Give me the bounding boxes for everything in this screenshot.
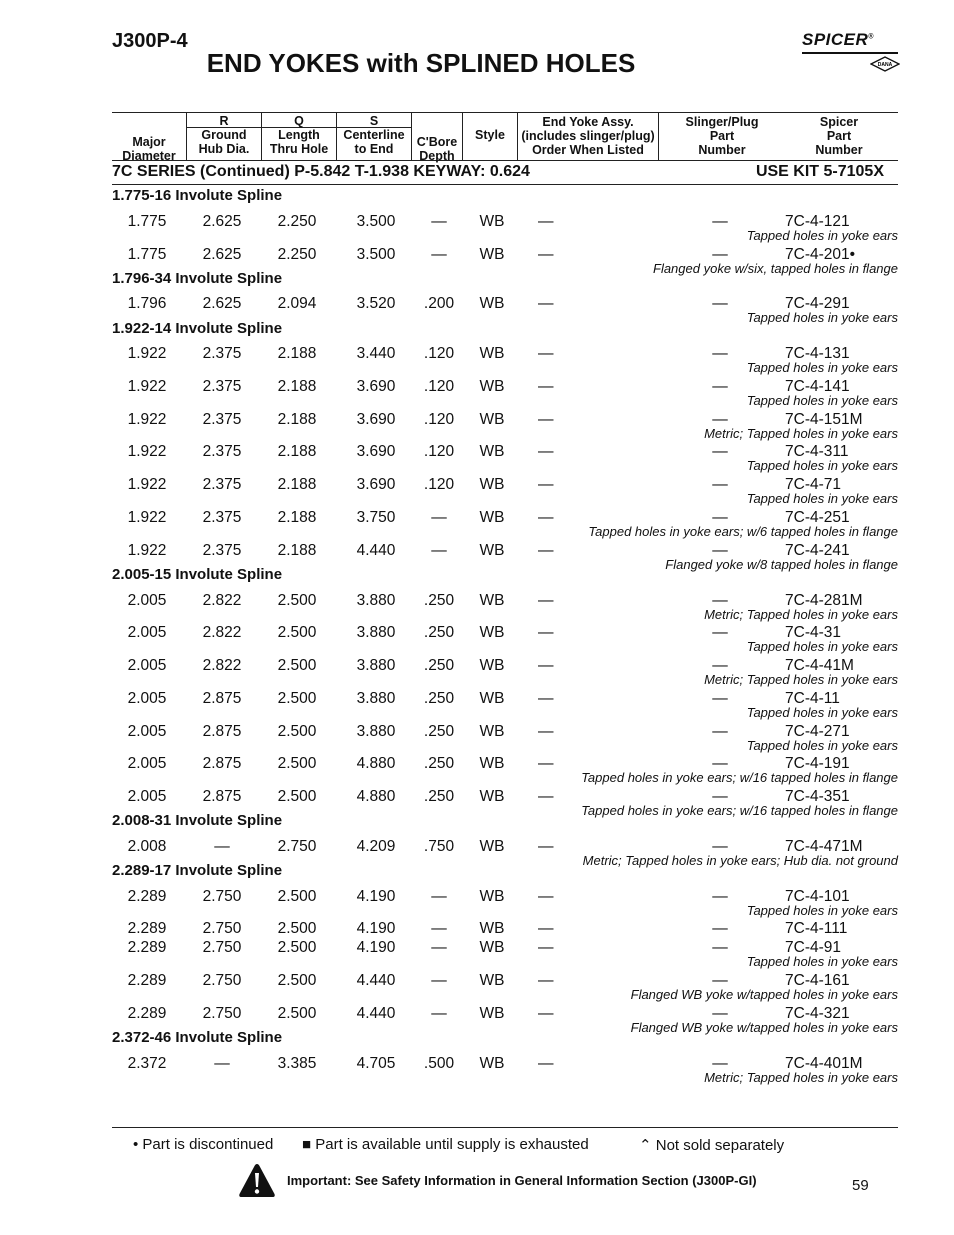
cell-q: 2.500 (277, 920, 317, 937)
cell-q: 2.500 (277, 624, 317, 641)
cell-q: 2.500 (277, 939, 317, 956)
cell-style: WB (479, 542, 505, 559)
cell-q: 2.500 (277, 888, 317, 905)
cell-s: 3.880 (356, 690, 396, 707)
dana-emblem-icon (870, 56, 900, 72)
cell-slinger: — (712, 624, 728, 641)
cell-slinger: — (712, 920, 728, 937)
cell-style: WB (479, 838, 505, 855)
cell-cbore: .120 (423, 345, 455, 362)
cell-r: 2.375 (202, 476, 242, 493)
cell-major: 1.775 (127, 213, 167, 230)
cell-q: 2.500 (277, 755, 317, 772)
col-major: Major Diameter (122, 135, 176, 163)
cell-q: 2.250 (277, 213, 317, 230)
cell-part: 7C-4-111 (785, 920, 848, 937)
cell-cbore: — (431, 1005, 447, 1022)
cell-s: 4.440 (356, 972, 396, 989)
cell-style: WB (479, 476, 505, 493)
cell-s: 3.500 (356, 246, 396, 263)
cell-eya: — (538, 888, 554, 905)
cell-major: 2.289 (127, 939, 167, 956)
cell-slinger: — (712, 411, 728, 428)
cell-cbore: .250 (423, 723, 455, 740)
cell-slinger: — (712, 295, 728, 312)
col-eya: End Yoke Assy. (includes slinger/plug) Order When Listed (521, 115, 655, 157)
cell-cbore: .250 (423, 592, 455, 609)
cell-slinger: — (712, 657, 728, 674)
cell-style: WB (479, 657, 505, 674)
cell-r: — (214, 838, 230, 855)
cell-eya: — (538, 920, 554, 937)
cell-major: 2.005 (127, 755, 167, 772)
cell-major: 1.922 (127, 411, 167, 428)
row-note: Tapped holes in yoke ears; w/6 tapped holes in flange (588, 524, 898, 539)
cell-cbore: .250 (423, 788, 455, 805)
cell-style: WB (479, 972, 505, 989)
cell-slinger: — (712, 345, 728, 362)
cell-q: 2.750 (277, 838, 317, 855)
row-note: Flanged WB yoke w/tapped holes in yoke ears (630, 1020, 898, 1035)
cell-eya: — (538, 1055, 554, 1072)
row-note: Tapped holes in yoke ears (746, 228, 898, 243)
cell-part: 7C-4-281M (785, 592, 863, 609)
cell-r: 2.750 (202, 972, 242, 989)
cell-r: 2.375 (202, 542, 242, 559)
cell-eya: — (538, 542, 554, 559)
cell-cbore: .250 (423, 690, 455, 707)
cell-r: — (214, 1055, 230, 1072)
cell-style: WB (479, 624, 505, 641)
cell-style: WB (479, 295, 505, 312)
row-note: Tapped holes in yoke ears (746, 310, 898, 325)
row-note: Tapped holes in yoke ears (746, 491, 898, 506)
cell-major: 2.005 (127, 657, 167, 674)
cell-style: WB (479, 888, 505, 905)
brand-name: SPICER (802, 30, 869, 49)
kit-label: USE KIT 5-7105X (755, 163, 884, 180)
cell-part: 7C-4-351 (785, 788, 850, 805)
page-title: END YOKES with SPLINED HOLES (206, 48, 636, 78)
page-number: 59 (852, 1177, 869, 1194)
footer-divider (112, 1127, 898, 1128)
section-title: 1.775-16 Involute Spline (112, 187, 283, 204)
cell-major: 2.005 (127, 592, 167, 609)
cell-style: WB (479, 1055, 505, 1072)
section-title: 1.922-14 Involute Spline (112, 320, 283, 337)
cell-r: 2.375 (202, 345, 242, 362)
cell-style: WB (479, 213, 505, 230)
cell-eya: — (538, 939, 554, 956)
cell-style: WB (479, 939, 505, 956)
cell-slinger: — (712, 213, 728, 230)
legend (0, 1136, 954, 1156)
cell-major: 2.005 (127, 788, 167, 805)
cell-major: 2.289 (127, 888, 167, 905)
row-note: Tapped holes in yoke ears (746, 393, 898, 408)
table-row (0, 920, 954, 940)
cell-major: 1.922 (127, 542, 167, 559)
row-note: Tapped holes in yoke ears; w/16 tapped holes in flange (581, 770, 898, 785)
cell-q: 2.188 (277, 443, 317, 460)
cell-r: 2.822 (202, 657, 242, 674)
cell-s: 3.880 (356, 624, 396, 641)
col-q: Q Length Thru Hole (262, 113, 336, 160)
cell-part: 7C-4-101 (785, 888, 850, 905)
cell-part: 7C-4-251 (785, 509, 850, 526)
cell-s: 3.880 (356, 657, 396, 674)
document-id: J300P-4 (112, 30, 188, 52)
cell-eya: — (538, 690, 554, 707)
cell-eya: — (538, 723, 554, 740)
cell-major: 1.922 (127, 476, 167, 493)
cell-style: WB (479, 411, 505, 428)
cell-eya: — (538, 476, 554, 493)
cell-cbore: — (431, 972, 447, 989)
cell-part: 7C-4-41M (785, 657, 854, 674)
cell-eya: — (538, 411, 554, 428)
cell-part: 7C-4-121 (785, 213, 850, 230)
cell-cbore: — (431, 509, 447, 526)
cell-q: 3.385 (277, 1055, 317, 1072)
cell-part: 7C-4-201• (785, 246, 856, 263)
cell-s: 4.190 (356, 888, 396, 905)
cell-q: 2.500 (277, 657, 317, 674)
cell-eya: — (538, 624, 554, 641)
cell-slinger: — (712, 1005, 728, 1022)
cell-major: 2.289 (127, 972, 167, 989)
cell-part: 7C-4-71 (785, 476, 841, 493)
cell-r: 2.625 (202, 246, 242, 263)
cell-eya: — (538, 657, 554, 674)
spicer-logo (802, 30, 902, 76)
cell-slinger: — (712, 939, 728, 956)
cell-slinger: — (712, 246, 728, 263)
cell-cbore: — (431, 888, 447, 905)
cell-slinger: — (712, 542, 728, 559)
cell-slinger: — (712, 592, 728, 609)
cell-eya: — (538, 443, 554, 460)
cell-q: 2.500 (277, 788, 317, 805)
safety-notice: Important: See Safety Information in General Information Section (J300P-GI) (287, 1173, 757, 1188)
brand-mark: ® (868, 33, 874, 41)
cell-r: 2.625 (202, 295, 242, 312)
cell-s: 4.880 (356, 755, 396, 772)
cell-r: 2.750 (202, 1005, 242, 1022)
cell-major: 1.922 (127, 378, 167, 395)
cell-s: 3.690 (356, 411, 396, 428)
cell-style: WB (479, 1005, 505, 1022)
cell-cbore: .500 (423, 1055, 455, 1072)
section-title: 2.008-31 Involute Spline (112, 812, 283, 829)
cell-major: 1.922 (127, 345, 167, 362)
cell-s: 3.440 (356, 345, 396, 362)
cell-style: WB (479, 690, 505, 707)
cell-s: 4.440 (356, 1005, 396, 1022)
row-note: Tapped holes in yoke ears (746, 639, 898, 654)
cell-major: 1.922 (127, 509, 167, 526)
cell-r: 2.375 (202, 378, 242, 395)
cell-style: WB (479, 755, 505, 772)
cell-part: 7C-4-311 (785, 443, 849, 460)
cell-eya: — (538, 788, 554, 805)
cell-part: 7C-4-271 (785, 723, 850, 740)
cell-cbore: — (431, 920, 447, 937)
row-note: Metric; Tapped holes in yoke ears (704, 672, 898, 687)
cell-major: 1.796 (127, 295, 167, 312)
cell-slinger: — (712, 509, 728, 526)
row-note: Flanged WB yoke w/tapped holes in yoke ears (630, 987, 898, 1002)
warning-icon (238, 1163, 276, 1199)
row-note: Tapped holes in yoke ears (746, 458, 898, 473)
cell-q: 2.500 (277, 723, 317, 740)
cell-q: 2.188 (277, 509, 317, 526)
col-cbore: C'Bore Depth (416, 135, 458, 163)
cell-s: 4.880 (356, 788, 396, 805)
cell-part: 7C-4-151M (785, 411, 863, 428)
cell-slinger: — (712, 378, 728, 395)
cell-r: 2.875 (202, 788, 242, 805)
cell-style: WB (479, 723, 505, 740)
cell-style: WB (479, 378, 505, 395)
cell-cbore: — (431, 939, 447, 956)
cell-part: 7C-4-141 (785, 378, 850, 395)
legend-supply: ■ Part is available until supply is exhausted (302, 1136, 589, 1153)
cell-eya: — (538, 345, 554, 362)
cell-r: 2.625 (202, 213, 242, 230)
row-note: Flanged yoke w/six, tapped holes in flange (653, 261, 898, 276)
table-header (112, 112, 898, 161)
cell-cbore: .250 (423, 657, 455, 674)
series-label: 7C SERIES (Continued) P-5.842 T-1.938 KEYWAY: 0.624 (112, 163, 530, 180)
col-s: S Centerline to End (337, 113, 411, 160)
cell-cbore: .120 (423, 411, 455, 428)
cell-q: 2.094 (277, 295, 317, 312)
section-title: 1.796-34 Involute Spline (112, 270, 283, 287)
cell-eya: — (538, 755, 554, 772)
cell-slinger: — (712, 1055, 728, 1072)
cell-r: 2.750 (202, 939, 242, 956)
cell-part: 7C-4-401M (785, 1055, 863, 1072)
series-bar (112, 161, 898, 185)
cell-slinger: — (712, 755, 728, 772)
cell-q: 2.500 (277, 592, 317, 609)
cell-r: 2.750 (202, 920, 242, 937)
cell-cbore: — (431, 213, 447, 230)
row-note: Tapped holes in yoke ears (746, 903, 898, 918)
cell-part: 7C-4-11 (785, 690, 840, 707)
cell-r: 2.375 (202, 411, 242, 428)
cell-r: 2.875 (202, 755, 242, 772)
col-style: Style (475, 128, 505, 142)
cell-r: 2.822 (202, 592, 242, 609)
cell-major: 2.005 (127, 690, 167, 707)
row-note: Tapped holes in yoke ears; w/16 tapped holes in flange (581, 803, 898, 818)
cell-q: 2.188 (277, 378, 317, 395)
cell-s: 3.750 (356, 509, 396, 526)
cell-cbore: .250 (423, 624, 455, 641)
cell-style: WB (479, 920, 505, 937)
section-title: 2.372-46 Involute Spline (112, 1029, 283, 1046)
cell-cbore: .120 (423, 476, 455, 493)
cell-slinger: — (712, 443, 728, 460)
cell-part: 7C-4-91 (785, 939, 841, 956)
row-note: Metric; Tapped holes in yoke ears (704, 426, 898, 441)
cell-cbore: .750 (423, 838, 455, 855)
cell-major: 1.922 (127, 443, 167, 460)
col-slinger: Slinger/Plug Part Number (685, 115, 759, 157)
cell-cbore: — (431, 542, 447, 559)
col-spicer: Spicer Part Number (815, 115, 863, 157)
cell-major: 2.005 (127, 624, 167, 641)
cell-style: WB (479, 592, 505, 609)
cell-q: 2.188 (277, 542, 317, 559)
row-note: Metric; Tapped holes in yoke ears; Hub dia. not ground (582, 853, 898, 868)
cell-slinger: — (712, 972, 728, 989)
cell-r: 2.875 (202, 723, 242, 740)
row-note: Tapped holes in yoke ears (746, 738, 898, 753)
cell-cbore: .120 (423, 443, 455, 460)
cell-q: 2.188 (277, 345, 317, 362)
cell-s: 3.690 (356, 378, 396, 395)
row-note: Metric; Tapped holes in yoke ears (704, 1070, 898, 1085)
cell-major: 2.005 (127, 723, 167, 740)
cell-s: 3.690 (356, 476, 396, 493)
row-note: Tapped holes in yoke ears (746, 705, 898, 720)
cell-part: 7C-4-321 (785, 1005, 850, 1022)
cell-q: 2.188 (277, 476, 317, 493)
cell-q: 2.188 (277, 411, 317, 428)
cell-style: WB (479, 509, 505, 526)
svg-text:DANA: DANA (877, 62, 893, 68)
legend-discontinued: • Part is discontinued (133, 1136, 274, 1153)
cell-part: 7C-4-161 (785, 972, 850, 989)
cell-q: 2.250 (277, 246, 317, 263)
cell-part: 7C-4-471M (785, 838, 863, 855)
row-note: Tapped holes in yoke ears (746, 954, 898, 969)
cell-style: WB (479, 345, 505, 362)
cell-cbore: .250 (423, 755, 455, 772)
cell-q: 2.500 (277, 690, 317, 707)
cell-part: 7C-4-131 (785, 345, 850, 362)
cell-eya: — (538, 592, 554, 609)
cell-q: 2.500 (277, 972, 317, 989)
cell-major: 2.372 (127, 1055, 167, 1072)
cell-eya: — (538, 972, 554, 989)
cell-s: 3.500 (356, 213, 396, 230)
col-r: R Ground Hub Dia. (187, 113, 261, 160)
cell-part: 7C-4-191 (785, 755, 850, 772)
cell-cbore: .200 (423, 295, 455, 312)
cell-s: 3.690 (356, 443, 396, 460)
cell-q: 2.500 (277, 1005, 317, 1022)
cell-slinger: — (712, 888, 728, 905)
cell-major: 1.775 (127, 246, 167, 263)
cell-slinger: — (712, 723, 728, 740)
cell-part: 7C-4-291 (785, 295, 850, 312)
cell-slinger: — (712, 476, 728, 493)
legend-not-sold: ⌃ Not sold separately (639, 1137, 785, 1154)
row-note: Flanged yoke w/8 tapped holes in flange (665, 557, 898, 572)
cell-part: 7C-4-241 (785, 542, 850, 559)
cell-r: 2.375 (202, 443, 242, 460)
cell-s: 3.520 (356, 295, 396, 312)
cell-s: 4.190 (356, 920, 396, 937)
cell-s: 4.705 (356, 1055, 396, 1072)
cell-s: 4.190 (356, 939, 396, 956)
section-title: 2.289-17 Involute Spline (112, 862, 283, 879)
row-note: Tapped holes in yoke ears (746, 360, 898, 375)
cell-eya: — (538, 838, 554, 855)
cell-s: 4.440 (356, 542, 396, 559)
cell-major: 2.289 (127, 1005, 167, 1022)
cell-major: 2.289 (127, 920, 167, 937)
cell-slinger: — (712, 788, 728, 805)
cell-style: WB (479, 246, 505, 263)
cell-eya: — (538, 509, 554, 526)
cell-eya: — (538, 213, 554, 230)
cell-s: 3.880 (356, 592, 396, 609)
cell-r: 2.875 (202, 690, 242, 707)
cell-eya: — (538, 246, 554, 263)
cell-r: 2.750 (202, 888, 242, 905)
section-title: 2.005-15 Involute Spline (112, 566, 283, 583)
cell-major: 2.008 (127, 838, 167, 855)
cell-eya: — (538, 295, 554, 312)
cell-r: 2.822 (202, 624, 242, 641)
row-note: Metric; Tapped holes in yoke ears (704, 607, 898, 622)
cell-part: 7C-4-31 (785, 624, 841, 641)
cell-slinger: — (712, 838, 728, 855)
cell-s: 3.880 (356, 723, 396, 740)
cell-cbore: — (431, 246, 447, 263)
cell-style: WB (479, 443, 505, 460)
cell-style: WB (479, 788, 505, 805)
cell-r: 2.375 (202, 509, 242, 526)
cell-eya: — (538, 378, 554, 395)
cell-eya: — (538, 1005, 554, 1022)
cell-cbore: .120 (423, 378, 455, 395)
cell-slinger: — (712, 690, 728, 707)
cell-s: 4.209 (356, 838, 396, 855)
